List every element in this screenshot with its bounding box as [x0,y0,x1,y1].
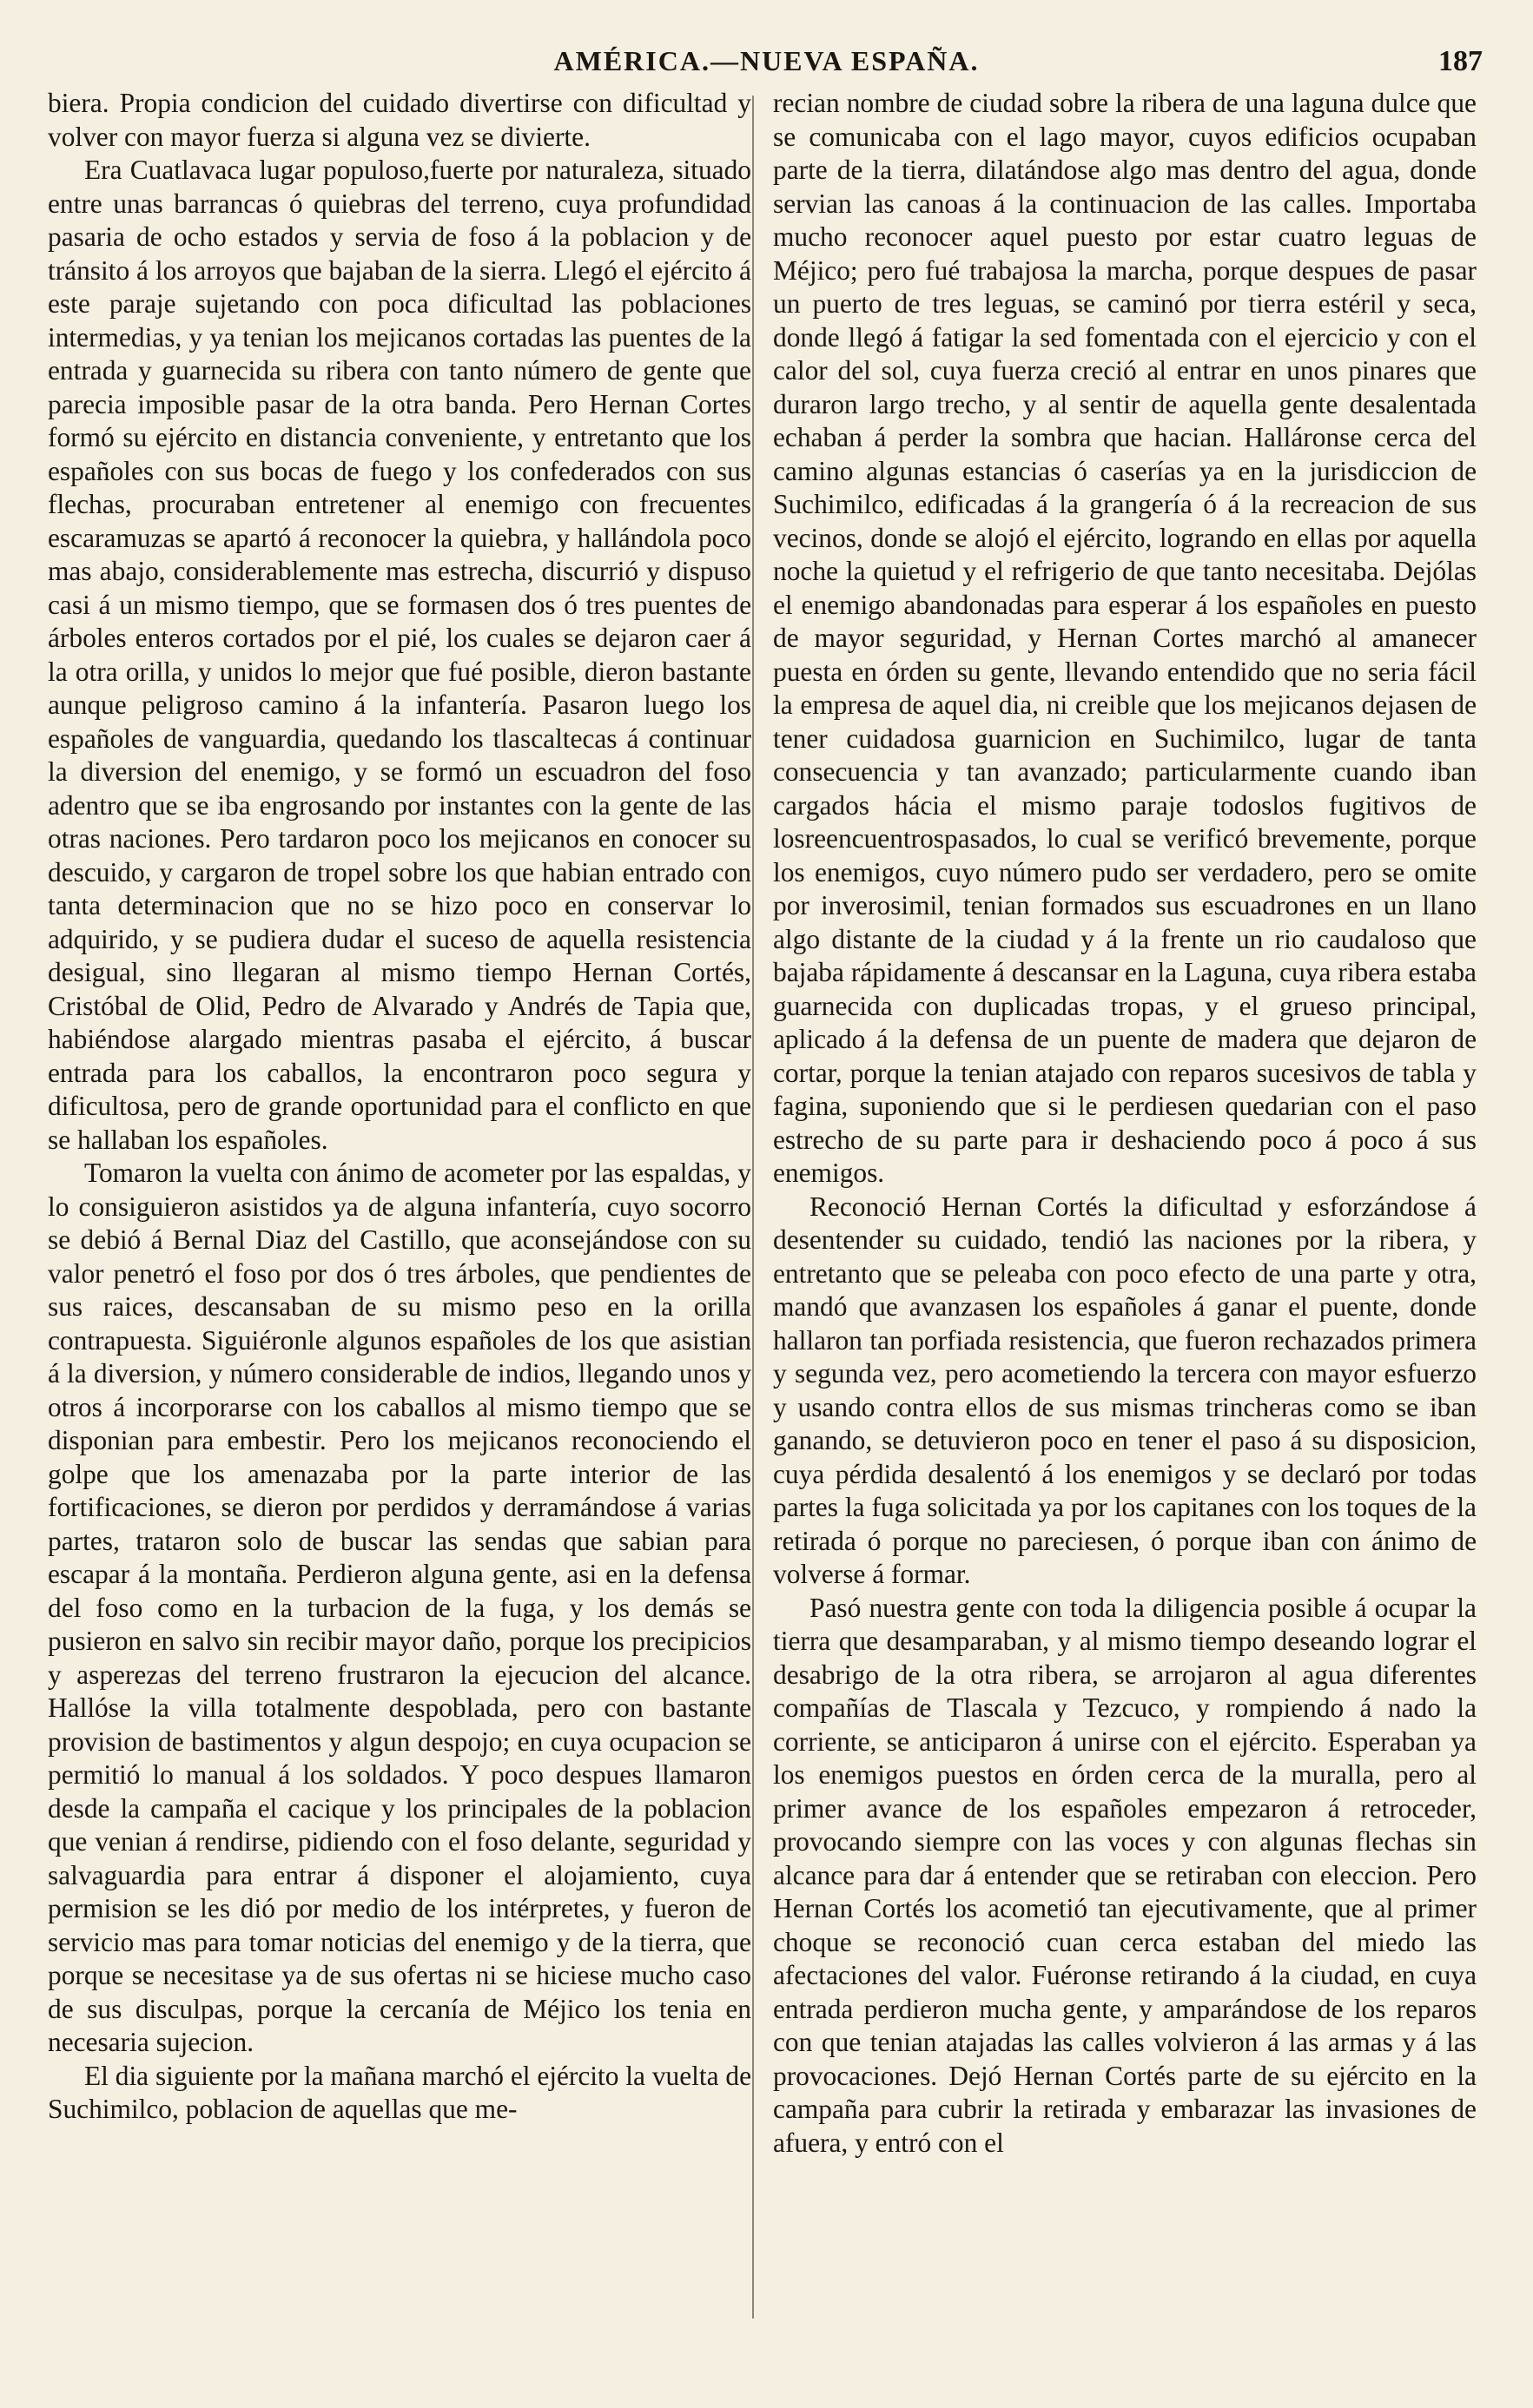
paragraph: Reconoció Hernan Cortés la dificultad y esforzándose á desentender su cuidado, tendió las naciones por la ribera, y entretanto que se peleaba con poco efecto de una parte y otra, mandó que avanzasen los españoles á ganar el puente, donde hallaron tan porfiada resistencia, que fueron rechazados primera y segunda vez, pero acometiendo la tercera con mayor esfuerzo y usando contra ellos de sus mismas trincheras como se iban ganando, se detuvieron poco en tener el paso á su disposicion, cuya pérdida desalentó á los enemigos y se declaró por todas partes la fuga solicitada ya por los capitanes con los toques de la retirada ó porque no pareciesen, ó porque iban con ánimo de volverse á formar. [773,1191,1477,1589]
paragraph: Era Cuatlavaca lugar populoso,fuerte por naturaleza, situado entre unas barrancas ó quiebras del terreno, cuya profundidad pasaria de ocho estados y servia de foso á la poblacion y de tránsito á los arroyos que bajaban de la sierra. Llegó el ejército á este paraje sujetando con poca dificultad las poblaciones intermedias, y ya tenian los mejicanos cortadas las puentes de la entrada y guarnecida su ribera con tanto número de gente que parecia imposible pasar de la otra banda. Pero Hernan Cortes formó su ejército en distancia conveniente, y entretanto que los españoles con sus bocas de fuego y los confederados con sus flechas, procuraban entretener al enemigo con frecuentes escaramuzas se apartó á reconocer la quiebra, y hallándola poco mas abajo, considerablemente mas estrecha, discurrió y dispuso casi á un mismo tiempo, que se formasen dos ó tres puentes de árboles enteros cortados por el pié, los cuales se dejaron caer á la otra orilla, y unidos lo mejor que fué posible, dieron bastante aunque peligroso camino á la infantería. Pasaron luego los españoles de vanguardia, quedando los tlascaltecas á continuar la diversion del enemigo, y se formó un escuadron del foso adentro que se iba engrosando por instantes con la gente de las otras naciones. Pero tardaron poco los mejicanos en conocer su descuido, y cargaron de tropel sobre los que habian entrado con tanta determinacion que no se hizo poco en conservar lo adquirido, y se pudiera dudar el suceso de aquella resistencia desigual, sino llegaran al mismo tiempo Hernan Cortés, Cristóbal de Olid, Pedro de Alvarado y Andrés de Tapia que, habiéndose alargado mientras pasaba el ejército, á buscar entrada para los caballos, la encontraron poco segura y dificultosa, pero de grande oportunidad para el conflicto en que se hallaban los españoles. [48,155,751,1155]
running-title: AMÉRICA.—NUEVA ESPAÑA. [553,45,980,76]
paragraph: recian nombre de ciudad sobre la ribera de una laguna dulce que se comunicaba con el lago mayor, cuyos edificios ocupaban parte de la tierra, dilatándose algo mas dentro del agua, donde servian las canoas á la continuacion de las calles. Importaba mucho reconocer aquel puesto por estar cuatro leguas de Méjico; pero fué trabajosa la marcha, porque despues de pasar un puerto de tres leguas, se caminó por tierra estéril y seca, donde llegó á fatigar la sed fomentada con el ejercicio y con el calor del sol, cuya fuerza creció al entrar en unos pinares que duraron largo trecho, y al sentir de aquella gente desalentada echaban á perder la sombra que hacian. Halláronse cerca del camino algunas estancias ó caserías ya en la jurisdiccion de Suchimilco, edificadas á la grangería ó á la recreacion de sus vecinos, donde se alojó el ejército, logrando en ellas por aquella noche la quietud y el refrigerio de que tanto necesitaba. Dejólas el enemigo abandonadas para esperar á los españoles en puesto de mayor seguridad, y Hernan Cortes marchó al amanecer puesta en órden su gente, llevando entendido que no seria fácil la empresa de aquel dia, ni creible que los mejicanos dejasen de tener cuidadosa guarnicion en Suchimilco, lugar de tanta consecuencia y tan avanzado; particularmente cuando iban cargados hácia el mismo paraje todoslos fugitivos de losreencuentrospasados, lo cual se verificó brevemente, porque los enemigos, cuyo número pudo ser verdadero, pero se omite por inverosimil, tenian formados sus escuadrones en un llano algo distante de la ciudad y á la frente un rio caudaloso que bajaba rápidamente á descansar en la Laguna, cuya ribera estaba guarnecida con duplicadas tropas, y el grueso principal, aplicado á la defensa de un puente de madera que dejaron de cortar, porque la tenian atajado con reparos sucesivos de tabla y fagina, suponiendo que si le perdiesen quedarian con el paso estrecho de su parte para ir deshaciendo poco á poco á sus enemigos. [773,88,1477,1188]
left-column [48,87,751,2127]
column-divider [752,96,754,2319]
right-column [773,87,1477,2160]
paragraph: El dia siguiente por la mañana marchó el ejército la vuelta de Suchimilco, poblacion de aquellas que me- [48,2060,751,2124]
page-number: 187 [1438,45,1483,77]
paragraph: Tomaron la vuelta con ánimo de acometer por las espaldas, y lo consiguieron asistidos ya de alguna infantería, cuyo socorro se debió á Bernal Diaz del Castillo, que aconsejándose con su valor penetró el foso por dos ó tres árboles, que pendientes de sus raices, descansaban de su mismo peso en la orilla contrapuesta. Siguiéronle algunos españoles de los que asistian á la diversion, y número considerable de indios, llegando unos y otros á incorporarse con los caballos al mismo tiempo que se disponian para embestir. Pero los mejicanos reconociendo el golpe que los amenazaba por la parte interior de las fortificaciones, se dieron por perdidos y derramándose á varias partes, trataron solo de buscar las sendas que sabian para escapar á la montaña. Perdieron alguna gente, asi en la defensa del foso como en la turbacion de la fuga, y los demás se pusieron en salvo sin recibir mayor daño, porque los precipicios y asperezas del terreno frustraron la ejecucion del alcance. Hallóse la villa totalmente despoblada, pero con bastante provision de bastimentos y algun despojo; en cuya ocupacion se permitió lo manual á los soldados. Y poco despues llamaron desde la campaña el cacique y los principales de la poblacion que venian á rendirse, pidiendo con el foso delante, seguridad y salvaguardia para entrar á disponer el alojamiento, cuya permision se les dió por medio de los intérpretes, y fueron de servicio mas para tomar noticias del enemigo y de la tierra, que porque se necesitase ya de sus ofertas ni se hiciese mucho caso de sus disculpas, porque la cercanía de Méjico los tenia en necesaria sujecion. [48,1158,751,2057]
page-header [35,45,1498,89]
paragraph: biera. Propia condicion del cuidado divertirse con dificultad y volver con mayor fuerza si alguna vez se divierte. [48,88,751,152]
paragraph: Pasó nuestra gente con toda la diligencia posible á ocupar la tierra que desamparaban, y al mismo tiempo deseando lograr el desabrigo de la otra ribera, se arrojaron al agua diferentes compañías de Tlascala y Tezcuco, y rompiendo á nado la corriente, se anticiparon á unirse con el ejército. Esperaban ya los enemigos puestos en órden cerca de la muralla, pero al primer avance de los españoles empezaron á retroceder, provocando siempre con las voces y con algunas flechas sin alcance para dar á entender que se retiraban con eleccion. Pero Hernan Cortés los acometió tan ejecutivamente, que al primer choque se reconoció cuan cerca estaban del miedo las afectaciones del valor. Fuéronse retirando á la ciudad, en cuya entrada perdieron mucha gente, y amparándose de los reparos con que tenian atajadas las calles volvieron á las armas y á las provocaciones. Dejó Hernan Cortés parte de su ejército en la campaña para cubrir la retirada y embarazar las invasiones de afuera, y entró con el [773,1592,1477,2158]
